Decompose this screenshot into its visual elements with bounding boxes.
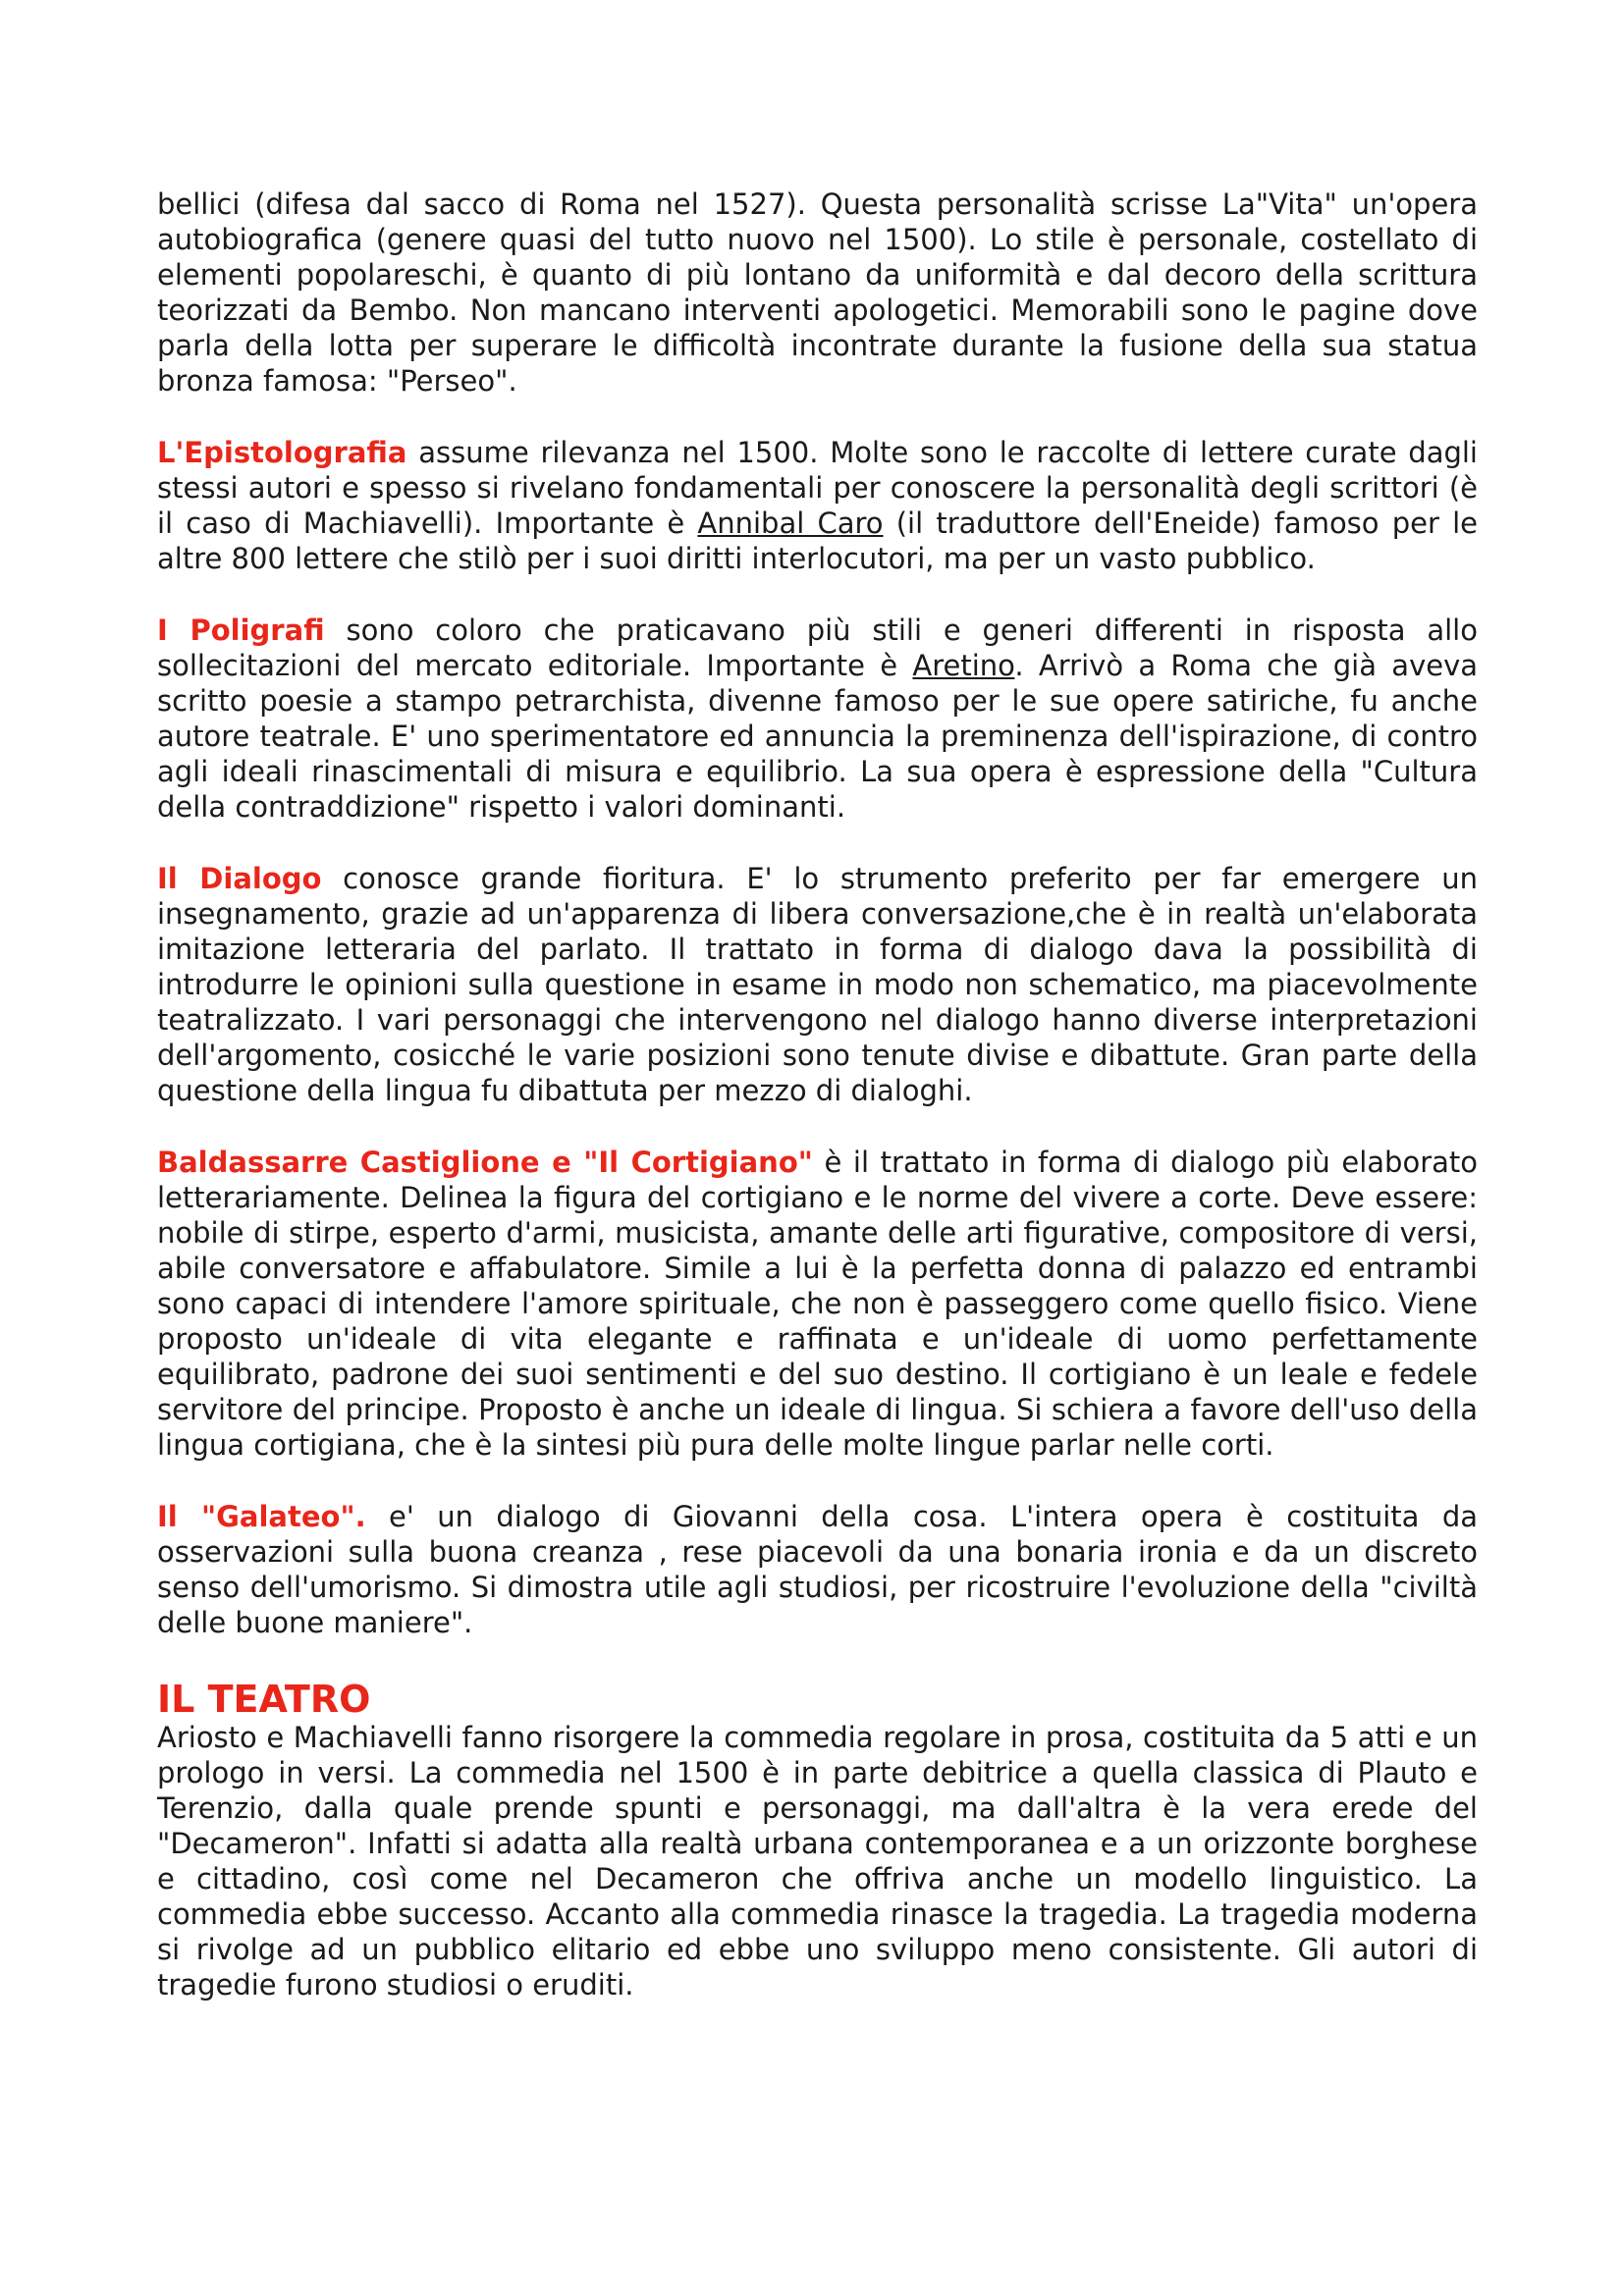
keyword-epistolografia: L'Epistolografia — [157, 436, 407, 469]
underlined-name-annibal-caro: Annibal Caro — [697, 507, 884, 540]
keyword-dialogo: Il Dialogo — [157, 862, 322, 895]
paragraph-epistolografia — [157, 435, 1478, 576]
paragraph-dialogo — [157, 861, 1478, 1108]
paragraph-cellini — [157, 187, 1478, 399]
paragraph-castiglione — [157, 1145, 1478, 1463]
paragraph-teatro — [157, 1720, 1478, 2002]
keyword-poligrafi: I Poligrafi — [157, 614, 325, 647]
paragraph-poligrafi — [157, 613, 1478, 825]
keyword-castiglione: Baldassarre Castiglione e "Il Cortigiano" — [157, 1146, 813, 1179]
paragraph-text: . Arrivò a Roma che già aveva scritto poesie a stampo petrarchista, divenne famoso per le sue opere satiriche, fu anche autore teatrale. E' uno sperimentatore ed annuncia la preminenza dell'ispirazione, di contro agli ideali rinascimentali di misura e equilibrio. La sua opera è espressione della "Cultura della contraddizione" rispetto i valori dominanti. — [157, 649, 1478, 824]
paragraph-text: (il traduttore dell'Eneide) famoso per le altre 800 lettere che stilò per i suoi diritti interlocutori, ma per un vasto pubblico. — [157, 507, 1478, 575]
paragraph-text: bellici (difesa dal sacco di Roma nel 1527). Questa personalità scrisse La"Vita" un'opera autobiografica (genere quasi del tutto nuovo nel 1500). Lo stile è personale, costellato di elementi popolareschi, è quanto di più lontano da uniformità e dal decoro della scrittura teorizzati da Bembo. Non mancano interventi apologetici. Memorabili sono le pagine dove parla della lotta per superare le difficoltà incontrate durante la fusione della sua statua bronza famosa: "Perseo". — [157, 187, 1478, 398]
document-page — [157, 187, 1478, 2039]
paragraph-text: e' un dialogo di Giovanni della cosa. L'intera opera è costituita da osservazioni sulla buona creanza , rese piacevoli da una bonaria ironia e da un discreto senso dell'umorismo. Si dimostra utile agli studiosi, per ricostruire l'evoluzione della "civiltà delle buone maniere". — [157, 1500, 1478, 1639]
underlined-name-aretino: Aretino — [912, 649, 1015, 682]
section-heading-teatro: IL TEATRO — [157, 1678, 371, 1721]
paragraph-text: Ariosto e Machiavelli fanno risorgere la commedia regolare in prosa, costituita da 5 atti e un prologo in versi. La commedia nel 1500 è in parte debitrice a quella classica di Plauto e Terenzio, dalla quale prende spunti e personaggi, ma dall'altra è la vera erede del "Decameron". Infatti si adatta alla realtà urbana contemporanea e a un orizzonte borghese e cittadino, così come nel Decameron che offriva anche un modello linguistico. La commedia ebbe successo. Accanto alla commedia rinasce la tragedia. La tragedia moderna si rivolge ad un pubblico elitario ed ebbe uno sviluppo meno consistente. Gli autori di tragedie furono studiosi o eruditi. — [157, 1721, 1478, 2002]
paragraph-text: è il trattato in forma di dialogo più elaborato letterariamente. Delinea la figura del cortigiano e le norme del vivere a corte. Deve essere: nobile di stirpe, esperto d'armi, musicista, amante delle arti figurative, compositore di versi, abile conversatore e affabulatore. Simile a lui è la perfetta donna di palazzo ed entrambi sono capaci di intendere l'amore spirituale, che non è passeggero come quello fisico. Viene proposto un'ideale di vita elegante e raffinata e un'ideale di uomo perfettamente equilibrato, padrone dei suoi sentimenti e del suo destino. Il cortigiano è un leale e fedele servitore del principe. Proposto è anche un ideale di lingua. Si schiera a favore dell'uso della lingua cortigiana, che è la sintesi più pura delle molte lingue parlar nelle corti. — [157, 1146, 1479, 1462]
paragraph-text: sono coloro che praticavano più stili e generi differenti in risposta allo sollecitazioni del mercato editoriale. Importante è — [157, 614, 1478, 682]
keyword-galateo: Il "Galateo". — [157, 1500, 366, 1533]
paragraph-galateo — [157, 1499, 1478, 1640]
paragraph-text: conosce grande fioritura. E' lo strumento preferito per far emergere un insegnamento, grazie ad un'apparenza di libera conversazione,che è in realtà un'elaborata imitazione letteraria del parlato. Il trattato in forma di dialogo dava la possibilità di introdurre le opinioni sulla questione in esame in modo non schematico, ma piacevolmente teatralizzato. I vari personaggi che intervengono nel dialogo hanno diverse interpretazioni dell'argomento, cosicché le varie posizioni sono tenute divise e dibattute. Gran parte della questione della lingua fu dibattuta per mezzo di dialoghi. — [157, 862, 1478, 1107]
paragraph-text: assume rilevanza nel 1500. Molte sono le raccolte di lettere curate dagli stessi autori e spesso si rivelano fondamentali per conoscere la personalità degli scrittori (è il caso di Machiavelli). Importante è — [157, 436, 1478, 540]
